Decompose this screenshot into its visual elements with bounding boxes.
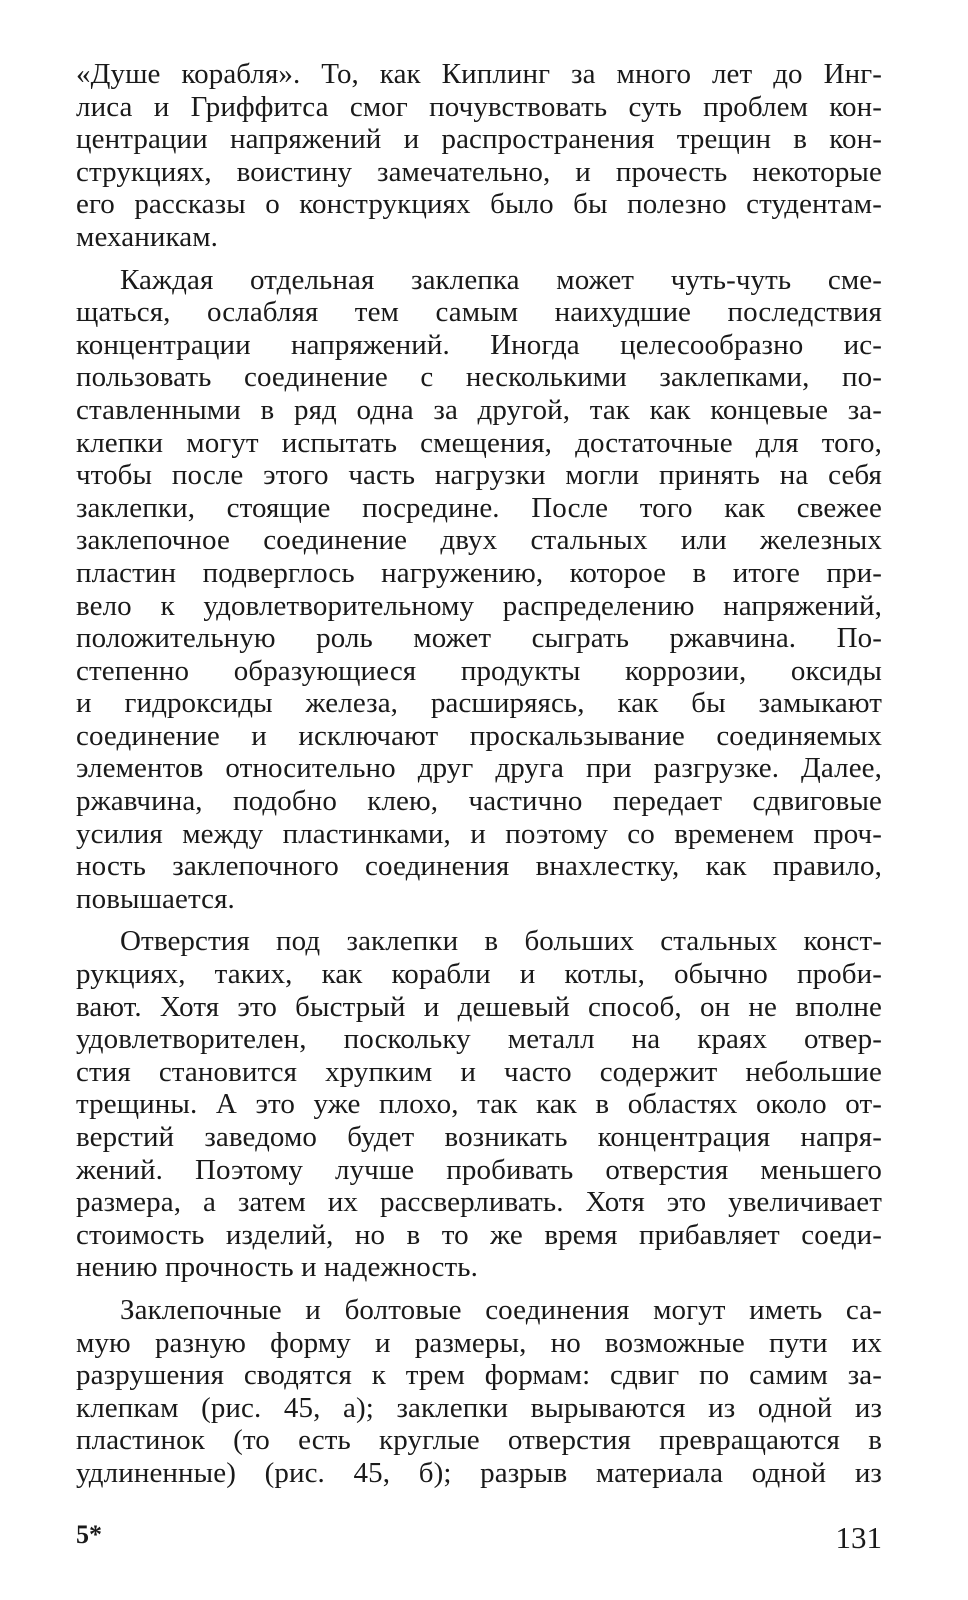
text-line: щаться, ослабляя тем самым наихудшие последствия: [76, 296, 882, 329]
text-line: заклепки, стоящие посредине. После того как свежее: [76, 491, 882, 524]
text-line: рукциях, таких, как корабли и котлы, обычно проби-: [76, 958, 882, 991]
text-line: вают. Хотя это быстрый и дешевый способ, он не вполне: [76, 990, 882, 1023]
text-line: разрушения сводятся к трем формам: сдвиг по самим за-: [76, 1359, 882, 1392]
text-line: клепки могут испытать смещения, достаточные для того,: [76, 426, 882, 459]
text-line: мую разную форму и размеры, но возможные пути их: [76, 1326, 882, 1359]
text-line: стия становится хрупким и часто содержит небольшие: [76, 1055, 882, 1088]
text-line: пользовать соединение с несколькими заклепками, по-: [76, 361, 882, 394]
text-line: нению прочность и надежность.: [76, 1251, 478, 1284]
text-line: удлиненные) (рис. 45, б); разрыв материала одной из: [76, 1456, 882, 1489]
text-line: чтобы после этого часть нагрузки могли принять на себя: [76, 459, 882, 492]
text-line: пластинок (то есть круглые отверстия превращаются в: [76, 1424, 882, 1457]
page-footer: [76, 1520, 882, 1560]
text-line: пластин подверглось нагружению, которое в итоге при-: [76, 556, 882, 589]
paragraph-4: [76, 1294, 882, 1490]
paragraph-gap: [76, 915, 882, 925]
text-line: центрации напряжений и распространения трещин в кон-: [76, 123, 882, 156]
text-line: соединение и исключают проскальзывание соединяемых: [76, 719, 882, 752]
text-line: элементов относительно друг друга при разгрузке. Далее,: [76, 752, 882, 785]
text-line: Заклепочные и болтовые соединения могут иметь са-: [120, 1293, 882, 1326]
text-line: Каждая отдельная заклепка может чуть-чуть сме-: [120, 263, 882, 296]
text-line: верстий заведомо будет возникать концентрация напря-: [76, 1121, 882, 1153]
text-line: усилия между пластинками, и поэтому со временем проч-: [76, 817, 882, 850]
text-line: механикам.: [76, 220, 218, 253]
page-number: 131: [835, 1520, 882, 1555]
text-line: «Душе корабля». То, как Киплинг за много лет до Инг-: [76, 58, 882, 90]
signature-mark: 5*: [76, 1520, 102, 1549]
text-line: его рассказы о конструкциях было бы полезно студентам-: [76, 188, 882, 221]
text-line: ржавчина, подобно клею, частично передает сдвиговые: [76, 785, 882, 818]
text-line: клепкам (рис. 45, а); заклепки вырываются из одной из: [76, 1391, 882, 1424]
paragraph-3: [76, 925, 882, 1284]
text-line: лиса и Гриффитса смог почувствовать суть проблем кон-: [76, 90, 882, 123]
text-line: ставленными в ряд одна за другой, так как концевые за-: [76, 393, 882, 426]
text-line: стоимость изделий, но в то же время прибавляет соеди-: [76, 1218, 882, 1251]
text-line: положительную роль может сыграть ржавчина. По-: [76, 622, 882, 655]
text-line: струкциях, воистину замечательно, и прочесть некоторые: [76, 155, 882, 188]
page-body: [76, 58, 882, 1490]
paragraph-2: [76, 264, 882, 916]
text-line: и гидроксиды железа, расширяясь, как бы замыкают: [76, 687, 882, 720]
text-line: Отверстия под заклепки в больших стальных конст-: [120, 925, 882, 958]
paragraph-1: [76, 58, 882, 254]
text-line: степенно образующиеся продукты коррозии, оксиды: [76, 654, 882, 687]
text-line: повышается.: [76, 882, 235, 915]
text-line: жений. Поэтому лучше пробивать отверстия меньшего: [76, 1153, 882, 1186]
text-line: трещины. А это уже плохо, так как в областях около от-: [76, 1088, 882, 1121]
text-line: заклепочное соединение двух стальных или железных: [76, 524, 882, 557]
text-line: размера, а затем их рассверливать. Хотя это увеличивает: [76, 1186, 882, 1219]
text-line: вело к удовлетворительному распределению напряжений,: [76, 589, 882, 622]
text-line: концентрации напряжений. Иногда целесообразно ис-: [76, 328, 882, 361]
paragraph-gap: [76, 1284, 882, 1294]
text-line: ность заклепочного соединения внахлестку, как правило,: [76, 850, 882, 883]
paragraph-gap: [76, 254, 882, 264]
text-line: удовлетворителен, поскольку металл на краях отвер-: [76, 1023, 882, 1056]
